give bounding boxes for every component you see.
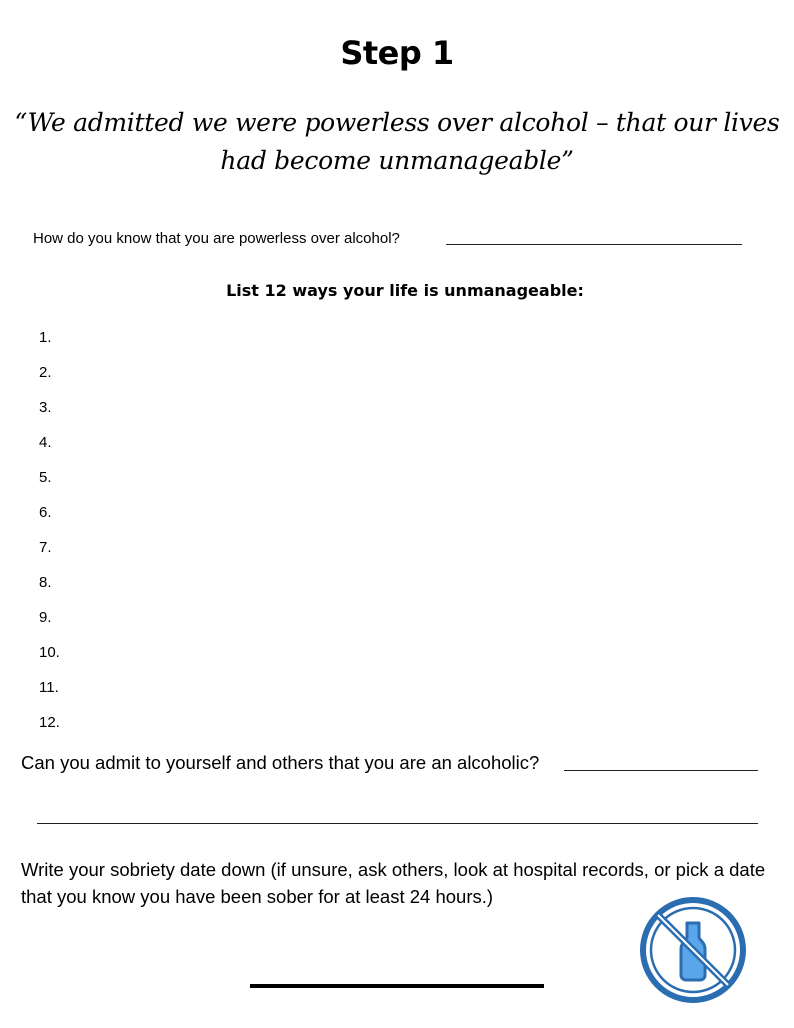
answer-line-admit[interactable] (564, 770, 758, 771)
list-item: 4. (39, 434, 52, 451)
list-item: 10. (39, 644, 60, 661)
sobriety-instruction: Write your sobriety date down (if unsure, ask others, look at hospital records, or pick a date that you know you have been sober for at least 24 hours.) (21, 859, 766, 907)
sobriety-date-line[interactable] (250, 984, 544, 988)
list-item: 8. (39, 574, 52, 591)
list-item: 1. (39, 329, 52, 346)
list-item: 11. (39, 679, 59, 696)
list-item: 2. (39, 364, 52, 381)
list-item: 5. (39, 469, 52, 486)
unmanageable-list (39, 328, 60, 748)
list-item: 12. (39, 714, 60, 731)
list-item: 6. (39, 504, 52, 521)
list-item: 3. (39, 399, 52, 416)
page-title: Step 1 (340, 34, 454, 72)
answer-line-powerless[interactable] (446, 244, 742, 245)
list-heading: List 12 ways your life is unmanageable: (226, 281, 584, 300)
question-powerless: How do you know that you are powerless over alcohol? (33, 230, 400, 247)
list-item: 9. (39, 609, 52, 626)
no-alcohol-icon (636, 893, 750, 1007)
step-quote: “We admitted we were powerless over alcohol – that our lives had become unmanageable” (14, 108, 780, 175)
answer-line-admit-continued[interactable] (37, 823, 758, 824)
list-item: 7. (39, 539, 52, 556)
question-admit: Can you admit to yourself and others that you are an alcoholic? (21, 752, 540, 773)
